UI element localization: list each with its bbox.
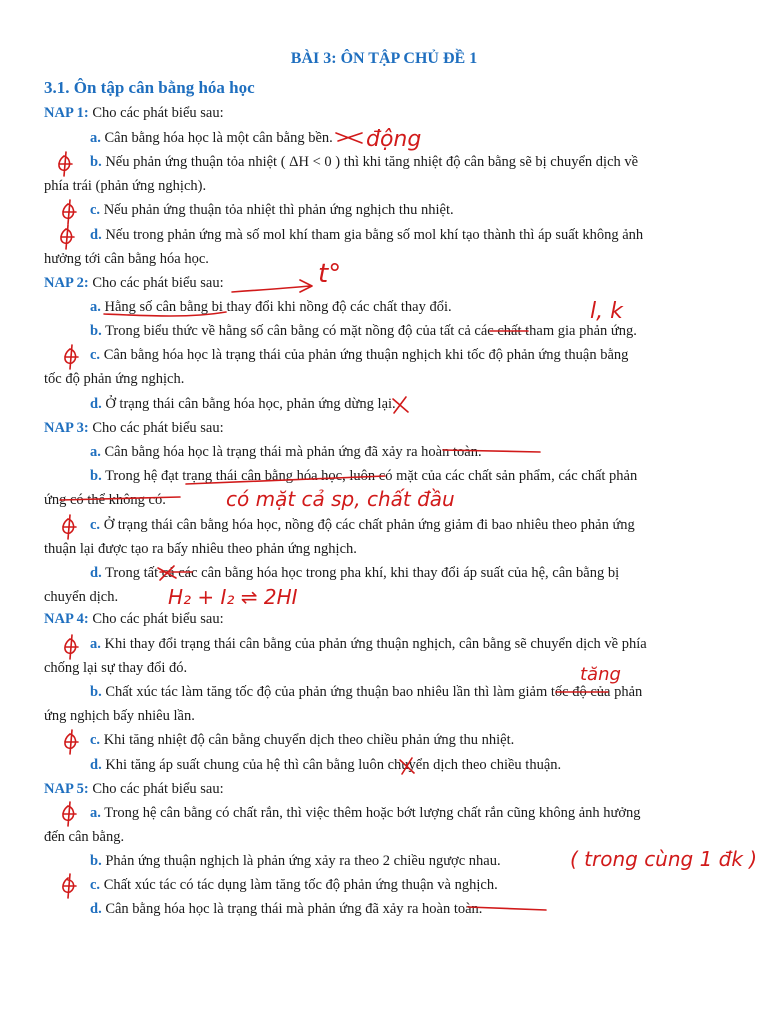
option-1d [90,226,643,244]
option-letter: a. [90,805,101,821]
check-mark [65,345,78,369]
option-letter: c. [90,347,101,363]
check-mark [59,152,72,176]
option-3c [90,516,635,534]
option-letter: b. [90,853,102,869]
option-4b [90,683,642,701]
check-mark [65,730,78,754]
option-2a [90,298,452,316]
option-text: Cân bằng hóa học là một cân bằng bền. [104,130,333,146]
option-5a [90,804,641,822]
question-2 [44,274,224,292]
option-1c [90,201,454,219]
question-label: NAP 3: [44,420,89,436]
option-letter: a. [90,299,101,315]
question-label: NAP 5: [44,781,89,797]
check-mark [61,225,74,249]
question-4 [44,610,224,628]
check-mark [65,635,78,659]
option-text: Nếu phản ứng thuận tỏa nhiệt ( ΔH < 0 ) thì khi tăng nhiệt độ cân bằng sẽ bị chuyển dịch về [105,154,639,170]
question-prompt: Cho các phát biểu sau: [92,781,224,797]
section-heading: 3.1. Ôn tập cân bằng hóa học [44,78,255,97]
option-text: Nếu phản ứng thuận tỏa nhiệt thì phản ứng nghịch thu nhiệt. [103,202,454,218]
question-prompt: Cho các phát biểu sau: [92,420,224,436]
option-4b-cont: ứng nghịch bấy nhiêu lần. [44,708,195,724]
option-text: Trong hệ đạt trạng thái cân bằng hóa học, luôn có mặt của các chất sản phẩm, các chất phản [105,468,638,484]
option-3d [90,564,619,582]
option-letter: c. [90,877,101,893]
note-lk: l, k [590,299,623,324]
question-label: NAP 1: [44,105,89,121]
option-4a [90,635,647,653]
question-prompt: Cho các phát biểu sau: [92,105,224,121]
option-text: Cân bằng hóa học là trạng thái mà phản ứng đã xảy ra hoàn toàn. [105,901,483,917]
option-text: Trong tất cả các cân bằng hóa học trong pha khí, khi thay đổi áp suất của hệ, cân bằng bị [105,565,620,581]
option-letter: b. [90,154,102,170]
option-letter: a. [90,444,101,460]
option-3c-cont: thuận lại được tạo ra bấy nhiêu theo phản ứng nghịch. [44,541,357,557]
option-letter: b. [90,323,102,339]
option-text: Khi tăng áp suất chung của hệ thì cân bằng luôn chuyển dịch theo chiều thuận. [105,757,562,773]
option-3b [90,467,637,485]
option-letter: c. [90,732,101,748]
option-text: Chất xúc tác làm tăng tốc độ của phản ứng thuận bao nhiêu lần thì làm giảm tốc độ của phản [105,684,643,700]
option-text: Khi thay đổi trạng thái cân bằng của phản ứng thuận nghịch, cân bằng sẽ chuyển dịch về phía [104,636,647,652]
option-letter: d. [90,227,102,243]
note-co-mat: có mặt cả sp, chất đầu [226,487,455,511]
option-letter: a. [90,636,101,652]
option-text: Hằng số cân bằng bị thay đổi khi nồng độ các chất thay đổi. [104,299,452,315]
option-text: Nếu trong phản ứng mà số mol khí tham gia bằng số mol khí tạo thành thì áp suất không ảnh [105,227,644,243]
arrow-to-t0 [232,280,312,292]
question-1 [44,104,224,122]
question-prompt: Cho các phát biểu sau: [92,275,224,291]
option-text: Cân bằng hóa học là trạng thái mà phản ứng đã xảy ra hoàn toàn. [104,444,482,460]
option-5b [90,852,501,870]
strike-ben [336,133,362,143]
option-3b-cont: ứng có thể không có. [44,492,166,508]
option-letter: b. [90,684,102,700]
option-2c-cont: tốc độ phản ứng nghịch. [44,371,185,387]
question-label: NAP 4: [44,611,89,627]
check-mark [63,802,76,826]
option-text: Ở trạng thái cân bằng hóa học, phản ứng dừng lại. [105,396,396,412]
option-2d [90,395,396,413]
option-5c [90,876,498,894]
check-mark [63,200,76,224]
option-2b [90,322,637,340]
check-mark [63,874,76,898]
option-letter: c. [90,202,101,218]
question-label: NAP 2: [44,275,89,291]
option-letter: a. [90,130,101,146]
option-text: Ở trạng thái cân bằng hóa học, nồng độ các chất phản ứng giảm đi bao nhiêu theo phản ứng [103,517,635,533]
option-2c [90,346,628,364]
question-prompt: Cho các phát biểu sau: [92,611,224,627]
option-text: Phản ứng thuận nghịch là phản ứng xảy ra theo 2 chiều ngược nhau. [105,853,501,869]
option-3a [90,443,482,461]
question-3 [44,419,224,437]
note-trong-cung: ( trong cùng 1 đk ) [570,847,758,871]
check-mark [63,515,76,539]
option-text: Khi tăng nhiệt độ cân bằng chuyển dịch theo chiều phản ứng thu nhiệt. [103,732,515,748]
option-1d-cont: hưởng tới cân bằng hóa học. [44,251,209,267]
option-4d [90,756,561,774]
option-letter: b. [90,468,102,484]
option-5d [90,900,482,918]
option-4a-cont: chống lại sự thay đổi đó. [44,660,188,676]
option-text: Chất xúc tác có tác dụng làm tăng tốc độ phản ứng thuận và nghịch. [103,877,498,893]
note-tang: tăng [580,664,621,685]
option-text: Trong hệ cân bằng có chất rắn, thì việc thêm hoặc bớt lượng chất rắn cũng không ảnh hưởng [104,805,641,821]
note-t0: t° [318,259,342,289]
option-letter: d. [90,396,102,412]
option-text: Cân bằng hóa học là trạng thái của phản ứng thuận nghịch khi tốc độ phản ứng thuận bằng [103,347,629,363]
option-letter: c. [90,517,101,533]
option-letter: d. [90,565,102,581]
question-5 [44,780,224,798]
option-text: Trong biểu thức về hằng số cân bằng có mặt nồng độ của tất cả các chất tham gia phản ứng. [105,323,637,339]
option-letter: d. [90,757,102,773]
option-1b-cont: phía trái (phản ứng nghịch). [44,178,207,194]
note-h2-i2: H₂ + I₂ ⇌ 2HI [168,585,298,609]
note-dong: động [366,127,422,152]
option-1b [90,153,638,171]
option-5a-cont: đến cân bằng. [44,829,125,845]
page-title: BÀI 3: ÔN TẬP CHỦ ĐỀ 1 [290,50,478,67]
option-letter: d. [90,901,102,917]
option-4c [90,731,514,749]
option-1a [90,129,333,147]
option-3d-cont: chuyển dịch. [44,589,119,605]
